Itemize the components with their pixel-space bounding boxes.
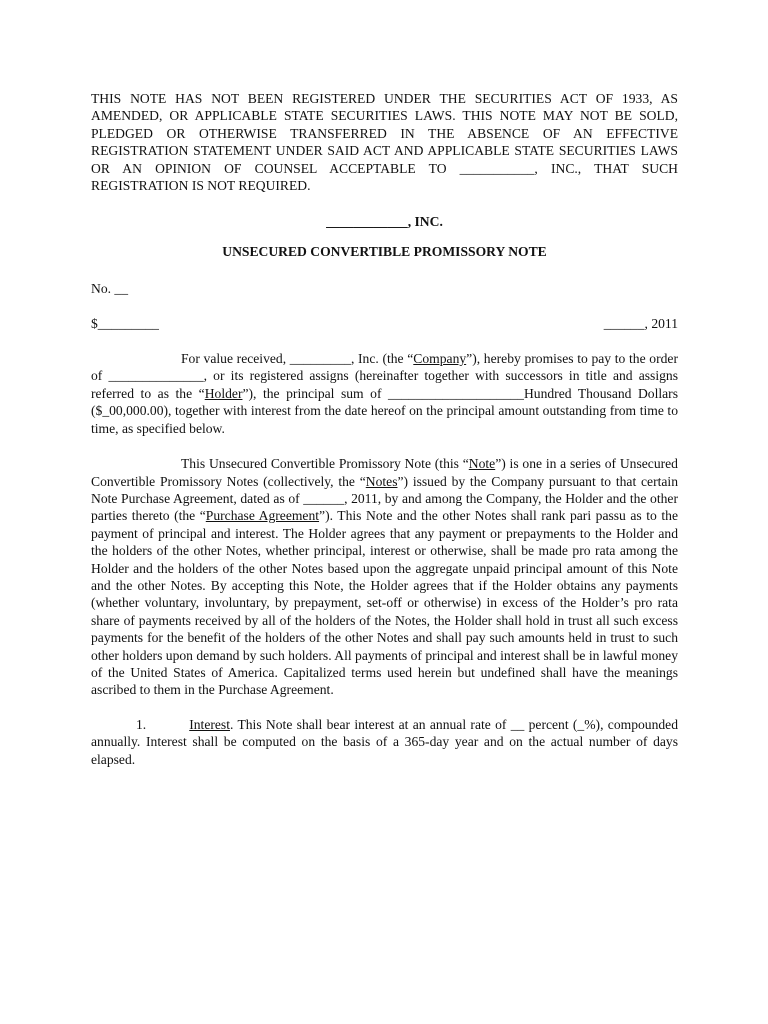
para2-text-1: This Unsecured Convertible Promissory Note (this “ [181,456,469,472]
note-title: UNSECURED CONVERTIBLE PROMISSORY NOTE [222,243,547,259]
para1-text-3: ”), the principal sum of ____________________Hundred Thousand Dollars ($_00,000.00), together with interest from the date hereof on the principal amount outstanding from time to time, as specified below. [91,385,679,436]
paragraph-promise-to-pay [91,350,678,437]
section-1-number: 1. [136,716,147,732]
para2-text-2: ”) is one in a series of Unsecured Convertible Promissory Notes (collectively, the “ [91,456,678,489]
paragraph-note-series [91,455,678,699]
company-name-heading: ____________, INC. [326,214,443,230]
note-date: ______, 2011 [603,315,678,331]
defined-term-company: Company [413,351,467,367]
section-1-text: . This Note shall bear interest at an annual rate of __ percent (_%), compounded annually. Interest shall be computed on the basis of a 365-day year and on the actual number of days elapsed. [91,716,679,767]
defined-term-purchase-agreement: Purchase Agreement [205,508,320,524]
defined-term-notes: Notes [365,473,398,489]
securities-legend: THIS NOTE HAS NOT BEEN REGISTERED UNDER THE SECURITIES ACT OF 1933, AS AMENDED, OR APPLICABLE STATE SECURITIES LAWS. THIS NOTE MAY NOT BE SOLD, PLEDGED OR OTHERWISE TRANSFERRED IN THE ABSENCE OF AN EFFECTIVE REGISTRATION STATEMENT UNDER SAID ACT AND APPLICABLE STATE SECURITIES LAWS OR AN OPINION OF COUNSEL ACCEPTABLE TO ___________, INC., THAT SUCH REGISTRATION IS NOT REQUIRED. [91,91,678,194]
amount-date-row [91,315,678,332]
defined-term-note: Note [468,456,496,472]
para2-text-3: ”) issued by the Company pursuant to that certain Note Purchase Agreement, dated as of ______, 2011, by and among the Company, the Holder and the other parties thereto (the “ [91,473,678,524]
defined-term-holder: Holder [204,385,243,401]
para1-text-2: ”), hereby promises to pay to the order of ______________, or its registered assigns (hereinafter together with successors in title and assigns referred to as the “ [91,351,678,401]
principal-amount: $_________ [91,315,159,331]
para1-text-1: For value received, _________, Inc. (the “ [181,351,414,367]
para2-text-4: ”). This Note and the other Notes shall rank pari passu as to the payment of principal and interest. The Holder agrees that any payment or prepayments to the Holder and the holders of the other Notes, whether principal, interest or otherwise, shall be made pro rata among the Holder and the holders of the other Notes based upon the aggregate unpaid principal amount of this Note and the other Notes. By accepting this Note, the Holder agrees that if the Holder obtains any payments (whether voluntary, involuntary, by prepayment, set-off or otherwise) in excess of the Holder’s pro rata share of payments received by all of the holders of the Notes, the Holder shall hold in trust all such excess payments for the benefit of the holders of the other Notes and shall pay such amounts held in trust to such other holders upon demand by such holders. All payments of principal and interest shall be in lawful money of the United States of America. Capitalized terms used herein but undefined shall have the meanings ascribed to them in the Purchase Agreement. [91,508,678,698]
section-1-interest [91,716,678,768]
section-1-heading: Interest [189,716,230,732]
note-number: No. __ [91,281,129,297]
